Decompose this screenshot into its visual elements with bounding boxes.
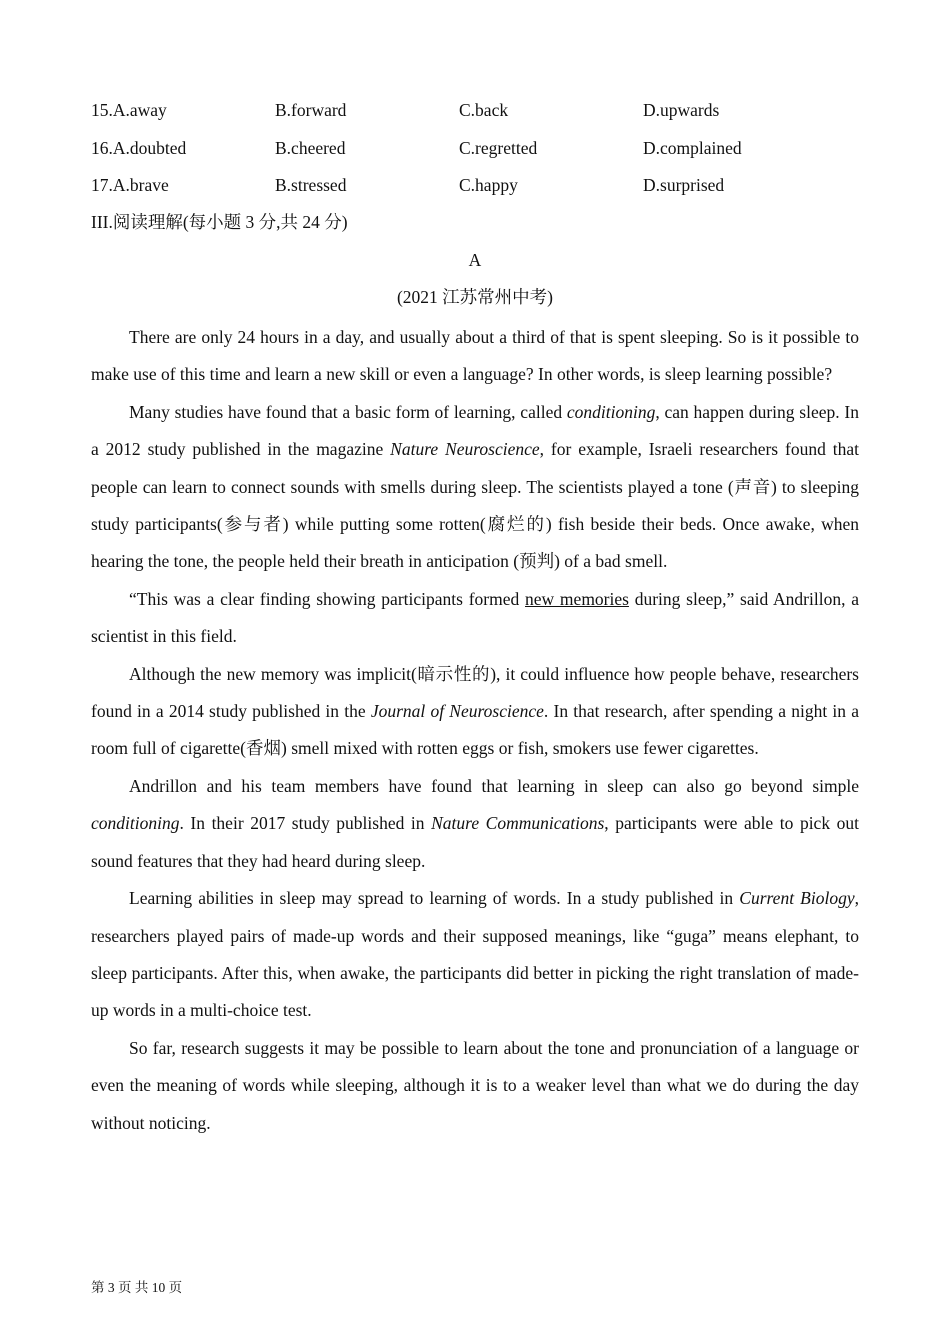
- paragraph-2: [91, 394, 859, 581]
- answer-options: [91, 96, 871, 209]
- option-17-d: D.surprised: [643, 175, 725, 195]
- text-span: Learning abilities in sleep may spread to learning of words. In a study published in: [129, 888, 740, 909]
- paragraph-7: So far, research suggests it may be possible to learn about the tone and pronunciation of a language or even the meaning of words while sleeping, although it is to a weaker level than what we do during the day without noticing.: [91, 1037, 859, 1133]
- paragraph-6: [91, 880, 859, 1030]
- text-span: , researchers played pairs of made-up words and their supposed meanings, like “guga” means elephant, to sleep participants. After this, when awake, the participants did better in picking the right translation of made-up words in a multi-choice test.: [91, 888, 859, 1021]
- passage-source: (2021 江苏常州中考): [396, 287, 554, 307]
- option-16-a: 16.A.doubted: [91, 137, 187, 158]
- option-17-c: C.happy: [459, 175, 518, 195]
- text-span: , participants were able to pick out sound features that they had heard during sleep.: [91, 813, 860, 871]
- option-15-c: C.back: [459, 100, 509, 120]
- section-heading: III.阅读理解(每小题 3 分,共 24 分): [91, 212, 348, 232]
- option-16-b: B.cheered: [275, 137, 346, 158]
- italic-term: conditioning: [566, 401, 656, 422]
- journal-title: Nature Communications: [431, 813, 605, 834]
- underlined-phrase: new memories: [525, 588, 629, 609]
- option-15-b: B.forward: [275, 100, 347, 120]
- text-span: . In that research, after spending a night in a room full of cigarette(香烟) smell mixed with rotten eggs or fish, smokers use fewer cigarettes.: [91, 701, 859, 759]
- paragraph-1: There are only 24 hours in a day, and usually about a third of that is spent sleeping. So is it possible to make use of this time and learn a new skill or even a language? In other words, is sleep learning possible?: [91, 327, 859, 385]
- text-span: Although the new memory was implicit(暗示性的), it could influence how people behave, researchers found in a 2014 study published in the: [91, 663, 859, 722]
- journal-title: Nature Neuroscience: [390, 439, 540, 460]
- text-span: Many studies have found that a basic form of learning, called: [129, 401, 567, 422]
- text-span: , for example, Israeli researchers found that people can learn to connect sounds with smells during sleep. The scientists played a tone (声音) to sleeping study participants(参与者) while putting some rotten(腐烂的) fish beside their beds. Once awake, when hearing the tone, the people held their breath in anticipation (预判) of a bad smell.: [91, 439, 859, 572]
- passage-letter: A: [468, 250, 482, 270]
- paragraph-5: [91, 768, 859, 880]
- text-span: during sleep,” said Andrillon, a scientist in this field.: [91, 588, 859, 647]
- journal-title: Journal of Neuroscience: [370, 701, 544, 722]
- text-span: Andrillon and his team members have found that learning in sleep can also go beyond simple: [129, 775, 859, 796]
- option-16-c: C.regretted: [459, 137, 538, 158]
- question-15-options: [91, 96, 871, 134]
- italic-term: conditioning: [91, 813, 180, 834]
- option-17-a: 17.A.brave: [91, 175, 169, 195]
- text-span: , can happen during sleep. In a 2012 study published in the magazine: [91, 401, 859, 460]
- option-15-d: D.upwards: [643, 100, 720, 120]
- paragraph-3: [91, 581, 859, 656]
- text-span: . In their 2017 study published in: [179, 813, 432, 834]
- question-17-options: [91, 171, 871, 209]
- page-footer: 第 3 页 共 10 页: [91, 1280, 183, 1295]
- option-17-b: B.stressed: [275, 175, 347, 195]
- paragraph-4: [91, 656, 859, 768]
- text-span: “This was a clear finding showing participants formed: [129, 588, 526, 609]
- option-16-d: D.complained: [643, 137, 742, 158]
- passage-body: [91, 319, 859, 1142]
- option-15-a: 15.A.away: [91, 100, 167, 120]
- journal-title: Current Biology: [739, 888, 855, 909]
- question-16-options: [91, 134, 871, 172]
